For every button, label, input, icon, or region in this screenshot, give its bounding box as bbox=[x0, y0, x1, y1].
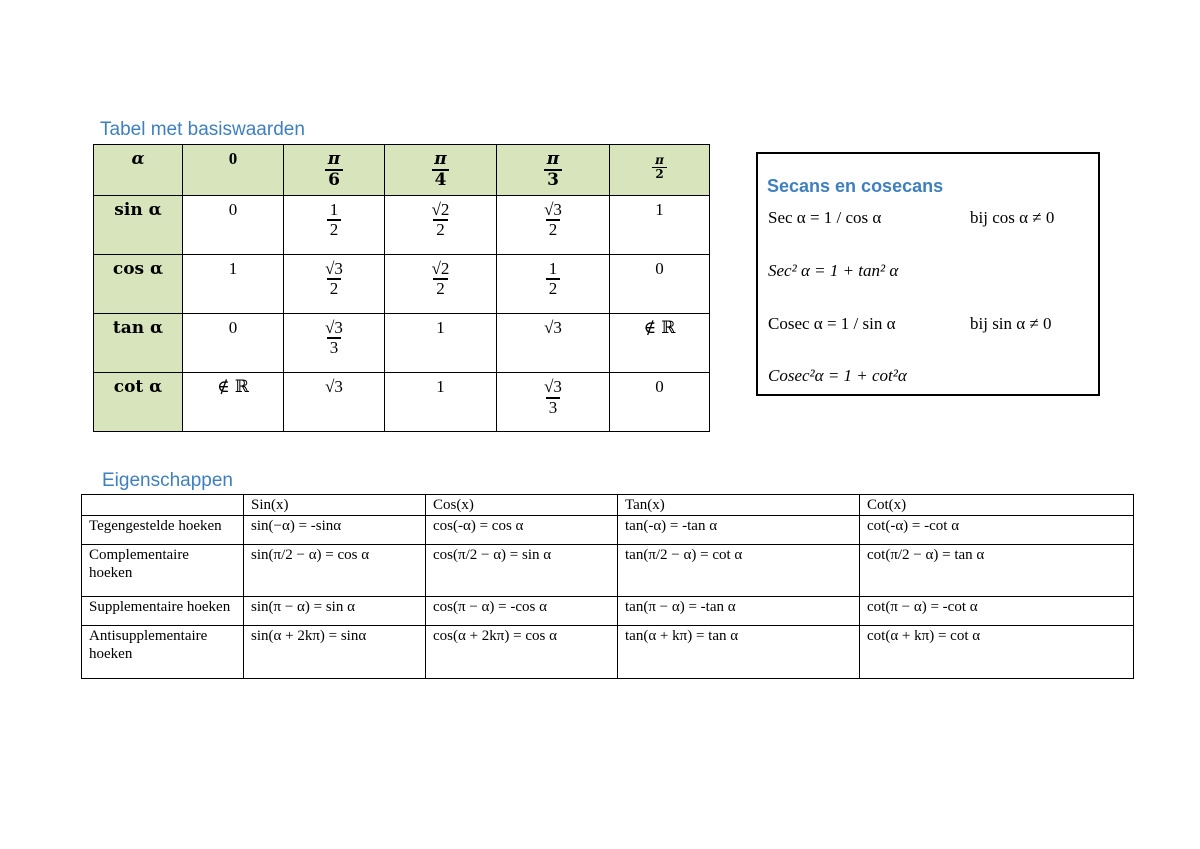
table-cell: √3 bbox=[497, 313, 610, 372]
row-label-sin: sin α bbox=[94, 195, 183, 254]
header-0: 0 bbox=[183, 145, 284, 196]
table-cell: cot(π − α) = -cot α bbox=[860, 597, 1134, 626]
eig-row-label: Tegengestelde hoeken bbox=[82, 516, 244, 545]
table-cell: cos(α + 2kπ) = cos α bbox=[426, 626, 618, 679]
table-row bbox=[82, 544, 1134, 597]
table-cell bbox=[497, 372, 610, 431]
table-cell bbox=[385, 195, 497, 254]
table-cell: 0 bbox=[183, 313, 284, 372]
table-row bbox=[82, 626, 1134, 679]
table-cell: cot(π/2 − α) = tan α bbox=[860, 544, 1134, 597]
table-cell: cot(α + kπ) = cot α bbox=[860, 626, 1134, 679]
header-pi-3 bbox=[497, 145, 610, 196]
eig-header-row bbox=[82, 495, 1134, 516]
table-cell: sin(α + 2kπ) = sinα bbox=[244, 626, 426, 679]
table-cell: sin(−α) = -sinα bbox=[244, 516, 426, 545]
secans-box bbox=[756, 152, 1100, 396]
table-cell bbox=[497, 254, 610, 313]
fraction: $\frac{√3}{3}$ bbox=[325, 317, 343, 358]
table-row bbox=[94, 195, 710, 254]
secans-title: Secans en cosecans bbox=[767, 176, 944, 196]
fraction: $\frac{√3}{2}$ bbox=[544, 199, 562, 240]
header-pi-4 bbox=[385, 145, 497, 196]
header-pi-2 bbox=[610, 145, 710, 196]
table-row bbox=[82, 597, 1134, 626]
eig-header-cot: Cot(x) bbox=[860, 495, 1134, 516]
table-cell: cos(-α) = cos α bbox=[426, 516, 618, 545]
sec-squared-identity: Sec² α = 1 + tan² α bbox=[768, 261, 899, 280]
table-cell: 1 bbox=[183, 254, 284, 313]
fraction: $\frac{√3}{2}$ bbox=[325, 258, 343, 299]
eig-header-empty bbox=[82, 495, 244, 516]
fraction: $\frac{\pi}{2}$ bbox=[652, 154, 667, 181]
table-cell: cos(π − α) = -cos α bbox=[426, 597, 618, 626]
eig-header-cos: Cos(x) bbox=[426, 495, 618, 516]
table-cell: sin(π/2 − α) = cos α bbox=[244, 544, 426, 597]
row-label-cot: cot α bbox=[94, 372, 183, 431]
table-cell: tan(-α) = -tan α bbox=[618, 516, 860, 545]
table-cell: ∉ ℝ bbox=[610, 313, 710, 372]
table-cell bbox=[284, 254, 385, 313]
table-row bbox=[94, 372, 710, 431]
cosec-condition: bij sin α ≠ 0 bbox=[970, 314, 1052, 333]
row-label-cos: cos α bbox=[94, 254, 183, 313]
table-cell: 0 bbox=[183, 195, 284, 254]
table-cell: 0 bbox=[610, 254, 710, 313]
table-cell: 1 bbox=[385, 313, 497, 372]
cosec-definition: Cosec α = 1 / sin α bbox=[768, 314, 896, 333]
table-cell: √3 bbox=[284, 372, 385, 431]
table-cell: sin(π − α) = sin α bbox=[244, 597, 426, 626]
eigenschappen-title: Eigenschappen bbox=[102, 470, 233, 491]
cosec-squared-identity: Cosec²α = 1 + cot²α bbox=[768, 366, 907, 385]
eig-header-tan: Tan(x) bbox=[618, 495, 860, 516]
table-cell bbox=[385, 254, 497, 313]
table-cell: ∉ ℝ bbox=[183, 372, 284, 431]
header-alpha: α bbox=[94, 145, 183, 196]
eig-row-label: Supplementaire hoeken bbox=[82, 597, 244, 626]
table-cell: tan(π/2 − α) = cot α bbox=[618, 544, 860, 597]
table-row bbox=[82, 516, 1134, 545]
table-row bbox=[94, 254, 710, 313]
table-cell: 1 bbox=[610, 195, 710, 254]
table-cell bbox=[284, 195, 385, 254]
fraction: $\frac{√2}{2}$ bbox=[431, 258, 450, 299]
table-cell: 0 bbox=[610, 372, 710, 431]
sec-definition: Sec α = 1 / cos α bbox=[768, 208, 882, 227]
header-pi-6 bbox=[284, 145, 385, 196]
fraction: $\frac{1}{2}$ bbox=[327, 201, 342, 240]
eig-row-label: Antisupplementaire hoeken bbox=[82, 626, 244, 679]
eig-row-label: Complementaire hoeken bbox=[82, 544, 244, 597]
table-cell bbox=[284, 313, 385, 372]
basis-header-row bbox=[94, 145, 710, 196]
eig-header-sin: Sin(x) bbox=[244, 495, 426, 516]
table-cell: 1 bbox=[385, 372, 497, 431]
fraction: $\frac{\pi}{3}$ bbox=[544, 150, 562, 189]
fraction: $\frac{√2}{2}$ bbox=[431, 199, 450, 240]
fraction: $\frac{\pi}{4}$ bbox=[431, 150, 449, 189]
table-cell bbox=[497, 195, 610, 254]
fraction: $\frac{1}{2}$ bbox=[546, 260, 561, 299]
table-cell: cos(π/2 − α) = sin α bbox=[426, 544, 618, 597]
fraction: $\frac{√3}{3}$ bbox=[544, 376, 562, 417]
row-label-tan: tan α bbox=[94, 313, 183, 372]
sec-condition: bij cos α ≠ 0 bbox=[970, 208, 1055, 227]
table-cell: tan(α + kπ) = tan α bbox=[618, 626, 860, 679]
eigenschappen-table bbox=[81, 494, 1134, 679]
table-cell: tan(π − α) = -tan α bbox=[618, 597, 860, 626]
basis-values-table bbox=[93, 144, 710, 432]
basis-table-title: Tabel met basiswaarden bbox=[100, 119, 305, 140]
table-cell: cot(-α) = -cot α bbox=[860, 516, 1134, 545]
fraction: $\frac{\pi}{6}$ bbox=[325, 150, 343, 189]
table-row bbox=[94, 313, 710, 372]
